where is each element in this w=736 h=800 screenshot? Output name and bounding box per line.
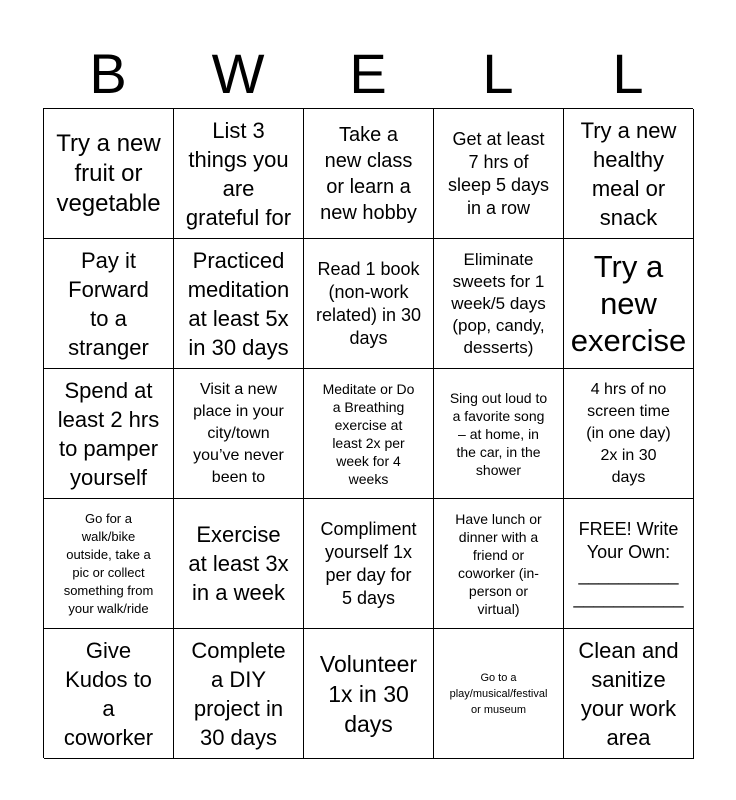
cell-text: Take a new class or learn a new hobby: [320, 123, 417, 224]
cell-text: Clean and sanitize your work area: [578, 637, 679, 750]
cell-text: Try a new healthy meal or snack: [580, 117, 677, 230]
header-letter-b: B: [89, 42, 127, 105]
bingo-cell[interactable]: [174, 109, 304, 239]
cell-text: Practiced meditation at least 5x in 30 days: [187, 247, 290, 360]
bingo-cell[interactable]: [434, 369, 564, 499]
cell-text: Pay it Forward to a stranger: [68, 247, 149, 360]
bingo-board: [43, 108, 693, 758]
cell-text: Read 1 book (non-work related) in 30 days: [315, 258, 422, 348]
bingo-cell[interactable]: [304, 369, 434, 499]
bingo-cell[interactable]: [564, 629, 694, 759]
bingo-cell[interactable]: [564, 369, 694, 499]
cell-text: Volunteer 1x in 30 days: [319, 650, 418, 737]
bingo-cell[interactable]: [174, 239, 304, 369]
bingo-header: [43, 40, 693, 108]
bingo-cell[interactable]: [434, 239, 564, 369]
cell-text: Go to a play/musical/festival or museum: [449, 671, 548, 716]
cell-text: Spend at least 2 hrs to pamper yourself: [57, 377, 160, 490]
bingo-cell[interactable]: [304, 239, 434, 369]
cell-text: List 3 things you are grateful for: [185, 117, 292, 230]
bingo-cell[interactable]: [564, 239, 694, 369]
bingo-cell[interactable]: [564, 109, 694, 239]
cell-text: Exercise at least 3x in a week: [188, 522, 289, 605]
header-letter-w: W: [211, 42, 265, 105]
bingo-cell[interactable]: [174, 499, 304, 629]
cell-text: Give Kudos to a coworker: [63, 637, 154, 750]
bingo-cell[interactable]: [44, 369, 174, 499]
cell-text: Visit a new place in your city/town you’ve never been to: [193, 380, 284, 486]
cell-text: Sing out loud to a favorite song – at home, in the car, in the shower: [449, 389, 548, 478]
cell-text: 4 hrs of no screen time (in one day) 2x in 30 days: [586, 380, 671, 486]
cell-text: Eliminate sweets for 1 week/5 days (pop, candy, desserts): [451, 249, 546, 357]
header-letter-e: E: [349, 42, 387, 105]
bingo-cell[interactable]: [304, 109, 434, 239]
cell-text: Try a new exercise: [570, 249, 687, 358]
bingo-cell[interactable]: [44, 109, 174, 239]
header-letter-l1: L: [482, 42, 514, 105]
cell-text: Meditate or Do a Breathing exercise at least 2x per week for 4 weeks: [322, 380, 415, 487]
cell-text: FREE! Write Your Own: __________ ___________: [573, 518, 684, 608]
bingo-cell[interactable]: [44, 239, 174, 369]
header-letter-l2: L: [612, 42, 644, 105]
bingo-cell[interactable]: [434, 499, 564, 629]
bingo-cell[interactable]: [434, 109, 564, 239]
bingo-cell[interactable]: [174, 629, 304, 759]
bingo-cell[interactable]: [434, 629, 564, 759]
bingo-cell[interactable]: [44, 499, 174, 629]
cell-text: Try a new fruit or vegetable: [56, 129, 161, 217]
cell-text: Get at least 7 hrs of sleep 5 days in a row: [447, 128, 550, 218]
cell-text: Complete a DIY project in 30 days: [191, 637, 286, 750]
bingo-cell[interactable]: [304, 499, 434, 629]
cell-text: Have lunch or dinner with a friend or coworker (in- person or virtual): [455, 510, 542, 617]
bingo-cell[interactable]: [174, 369, 304, 499]
cell-text: Compliment yourself 1x per day for 5 days: [320, 518, 417, 608]
bingo-cell[interactable]: [564, 499, 694, 629]
cell-text: Go for a walk/bike outside, take a pic or collect something from your walk/ride: [63, 510, 154, 616]
bingo-cell[interactable]: [44, 629, 174, 759]
bingo-cell[interactable]: [304, 629, 434, 759]
